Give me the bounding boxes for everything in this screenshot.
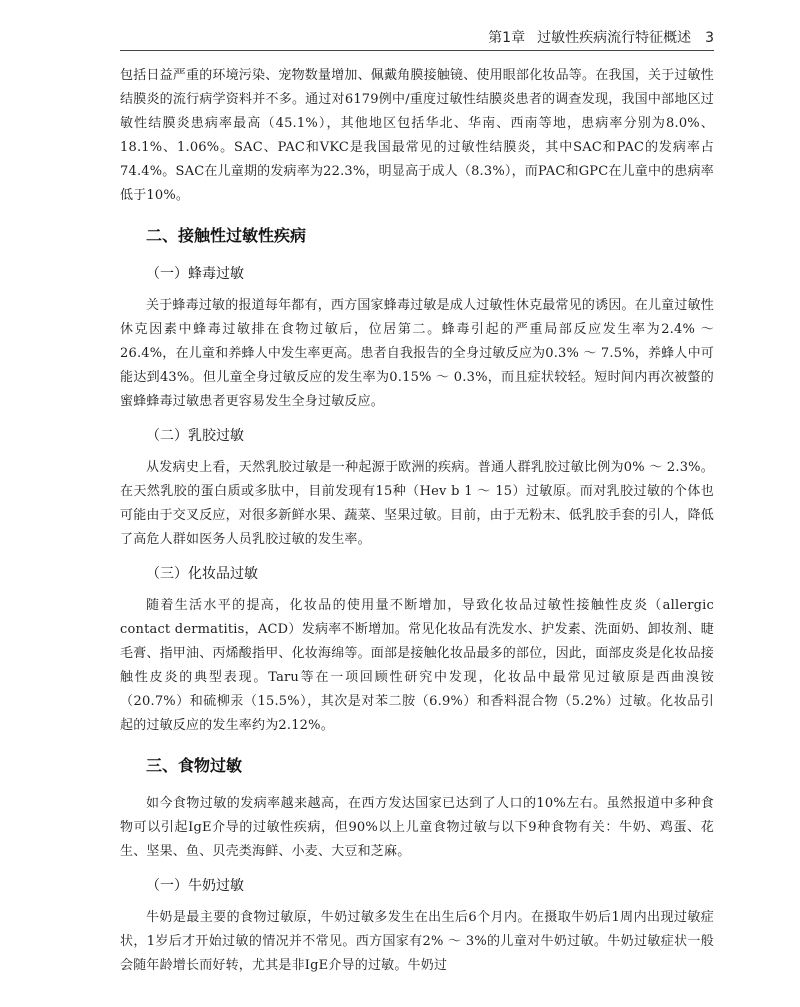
subheading-bee-venom: （一）蜂毒过敏 — [146, 266, 244, 282]
running-header — [120, 27, 714, 47]
section-heading-contact-allergy: 二、接触性过敏性疾病 — [146, 226, 307, 245]
paragraph-latex: 从发病史上看，天然乳胶过敏是一种起源于欧洲的疾病。普通人群乳胶过敏比例为0% ～ 2.3%。在天然乳胶的蛋白质或多肽中，目前发现有15种（Hev b 1 ～ 15）过敏原。而对乳胶过敏的个体也可能由于交叉反应，对很多新鲜水果、蔬菜、坚果过敏。目前，由于无粉末、低乳胶手套的引人，降低了高危人群如医务人员乳胶过敏的发生率。 — [120, 460, 715, 547]
paragraph-cosmetics: 随着生活水平的提高，化妆品的使用量不断增加，导致化妆品过敏性接触性皮炎（allergic contact dermatitis，ACD）发病率不断增加。常见化妆品有洗发水、护发素、洗面奶、卸妆剂、睫毛膏、指甲油、丙烯酸指甲、化妆海绵等。面部是接触化妆品最多的部位，因此，面部皮炎是化妆品接触性皮炎的典型表现。Taru等在一项回顾性研究中发现，化妆品中最常见过敏原是西曲溴铵（20.7%）和硫柳汞（15.5%），其次是对苯二胺（6.9%）和香料混合物（5.2%）过敏。化妆品引起的过敏反应的发生率约为2.12%。 — [120, 598, 715, 733]
intro-paragraph: 包括日益严重的环境污染、宠物数量增加、佩戴角膜接触镜、使用眼部化妆品等。在我国，关于过敏性结膜炎的流行病学资料并不多。通过对6179例中/重度过敏性结膜炎患者的调查发现，我国中部地区过敏性结膜炎患病率最高（45.1%），其他地区包括华北、华南、西南等地，患病率分别为8.0%、18.1%、1.06%。SAC、PAC和VKC是我国最常见的过敏性结膜炎，其中SAC和PAC的发病率占74.4%。SAC在儿童期的发病率为22.3%，明显高于成人（8.3%），而PAC和GPC在儿童中的患病率低于10%。 — [120, 68, 715, 203]
subheading-cosmetics: （三）化妆品过敏 — [146, 566, 258, 582]
paragraph-food-allergy: 如今食物过敏的发病率越来越高，在西方发达国家已达到了人口的10%左右。虽然报道中多种食物可以引起IgE介导的过敏性疾病，但90%以上儿童食物过敏与以下9种食物有关：牛奶、鸡蛋、花生、坚果、鱼、贝壳类海鲜、小麦、大豆和芝麻。 — [120, 796, 714, 859]
paragraph-milk: 牛奶是最主要的食物过敏原，牛奶过敏多发生在出生后6个月内。在摄取牛奶后1周内出现过敏症状，1岁后才开始过敏的情况并不常见。西方国家有2% ～ 3%的儿童对牛奶过敏。牛奶过敏症状一般会随年龄增长而好转，尤其是非IgE介导的过敏。牛奶过 — [120, 910, 714, 973]
chapter-title: 过敏性疾病流行特征概述 — [537, 30, 692, 46]
subheading-milk: （一）牛奶过敏 — [146, 878, 244, 894]
paragraph-bee-venom: 关于蜂毒过敏的报道每年都有，西方国家蜂毒过敏是成人过敏性休克最常见的诱因。在儿童过敏性休克因素中蜂毒过敏排在食物过敏后，位居第二。蜂毒引起的严重局部反应发生率为2.4% ～ 26.4%，在儿童和养蜂人中发生率更高。患者自我报告的全身过敏反应为0.3% ～ 7.5%，养蜂人中可能达到43%。但儿童全身过敏反应的发生率为0.15% ～ 0.3%，而且症状较轻。短时间内再次被螫的蜜蜂蜂毒过敏患者更容易发生全身过敏反应。 — [120, 298, 714, 409]
page-number: 3 — [705, 30, 714, 46]
section-heading-food-allergy: 三、食物过敏 — [146, 756, 243, 775]
chapter-label: 第1章 — [488, 30, 526, 46]
page-body — [120, 64, 714, 978]
subheading-latex: （二）乳胶过敏 — [146, 428, 244, 444]
header-rule — [120, 50, 714, 51]
